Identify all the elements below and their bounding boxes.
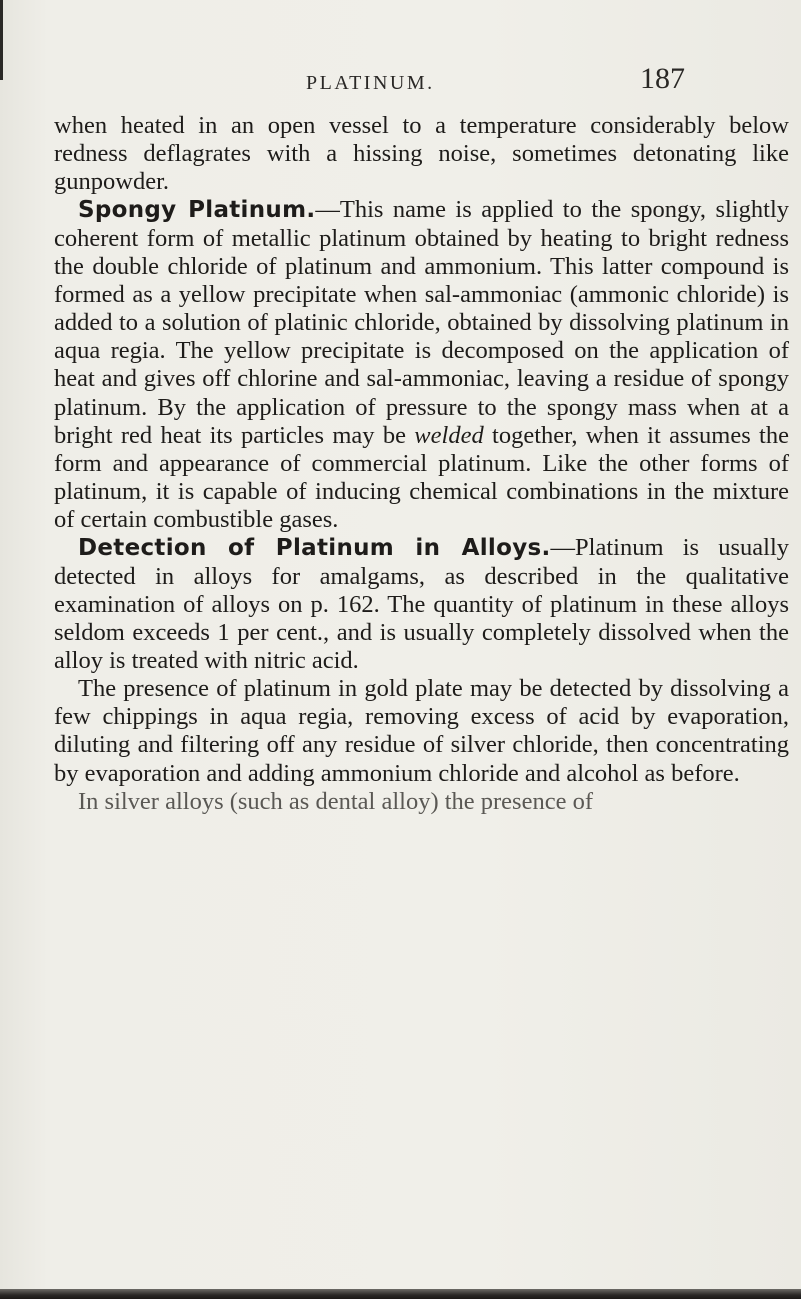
paragraph-text: —Platinum is usually detected in alloys for amalgams, as described in the qualitative examination of alloys on p. 162. The quantity of platinum in these alloys seldom exceeds 1 per cent., and is usually completely dissolved when the alloy is treated with nitric acid. — [54, 534, 790, 674]
running-head: PLATINUM. — [306, 72, 435, 94]
section-heading-detection: Detection of Platinum in Alloys. — [78, 535, 551, 562]
body-text — [54, 112, 789, 816]
section-heading-spongy-platinum: Spongy Platinum. — [78, 197, 316, 224]
page-edge-shadow — [0, 0, 3, 80]
paragraph-gold-plate: The presence of platinum in gold plate may be detected by dissolving a few chippings in aqua regia, removing excess of acid by evaporation, diluting and filtering off any residue of silver chloride, then concentrating by evaporation and adding ammonium chloride and alcohol as before. — [54, 675, 789, 787]
emphasis-welded: welded — [414, 421, 484, 449]
page-number: 187 — [640, 62, 685, 95]
paragraph-spongy-platinum — [54, 196, 789, 534]
paragraph-silver-alloys: In silver alloys (such as dental alloy) the presence of — [78, 787, 594, 815]
page-bottom-edge — [0, 1289, 801, 1299]
paragraph-text: —This name is applied to the spongy, slightly coherent form of metallic platinum obtained by heating to bright redness the double chloride of platinum and ammonium. This latter compound is formed as a yellow precipitate when sal-ammoniac (ammonic chloride) is added to a solution of platinic chloride, obtained by dissolving platinum in aqua regia. The yellow precipitate is decomposed on the application of heat and gives off chlorine and sal-ammoniac, leaving a residue of spongy platinum. By the application of pressure to the spongy mass when at a bright red heat its particles may be — [54, 196, 790, 449]
paragraph-text: together, when it assumes the form and appearance of commercial platinum. Like the other forms of platinum, it is capable of inducing chemical combinations in the mixture of certain combustible gases. — [54, 421, 789, 534]
paragraph-continuation: when heated in an open vessel to a temperature considerably below redness deflagrates with a hissing noise, sometimes detonating like gunpowder. — [54, 112, 789, 196]
paragraph-detection-in-alloys — [54, 534, 789, 675]
